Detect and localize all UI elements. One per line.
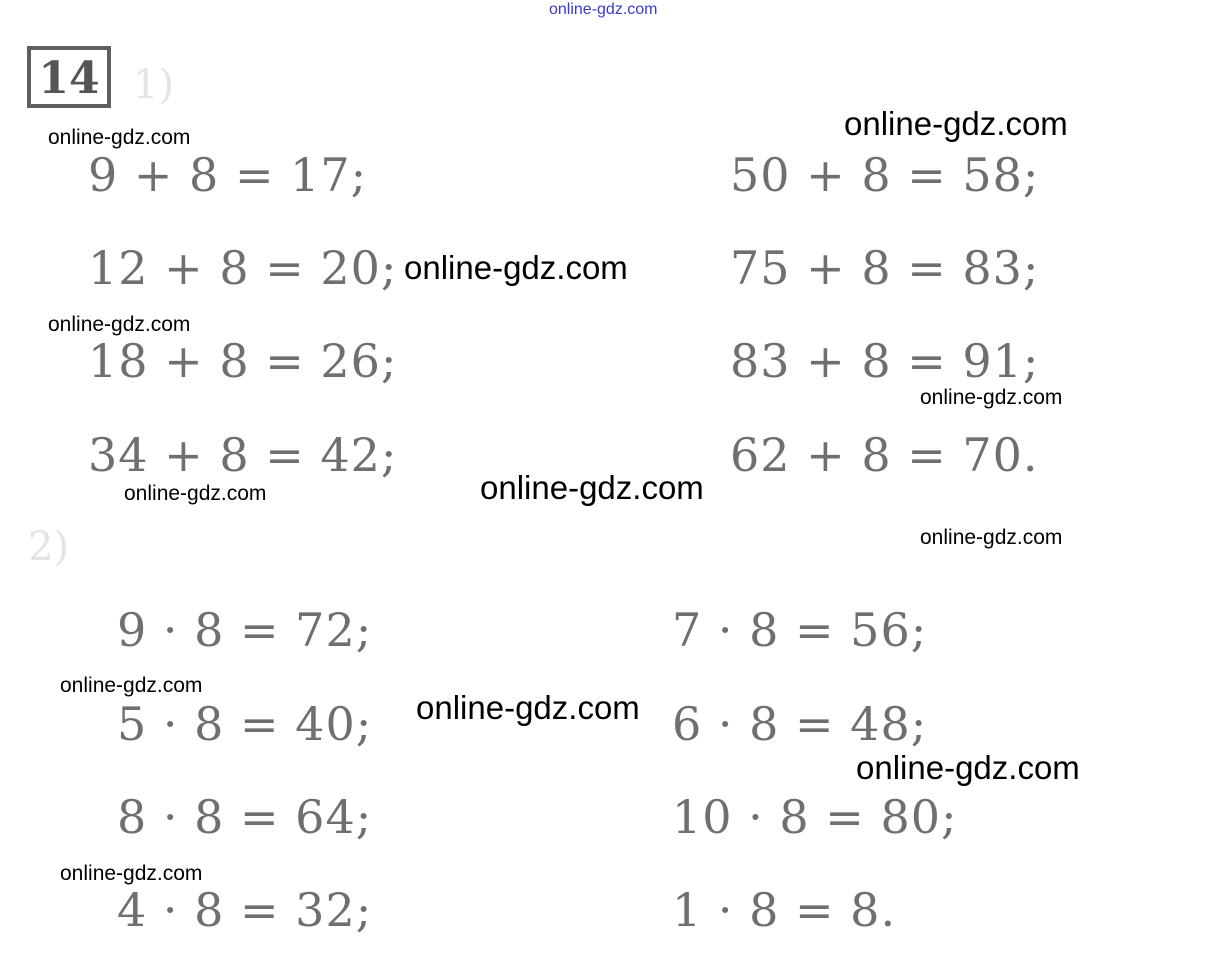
equation: 7 · 8 = 56;: [672, 603, 928, 657]
watermark: online-gdz.com: [844, 105, 1068, 142]
watermark: online-gdz.com: [920, 526, 1063, 549]
watermark: online-gdz.com: [856, 749, 1080, 786]
equation: 10 · 8 = 80;: [672, 790, 958, 844]
watermark: online-gdz.com: [60, 674, 203, 697]
top-watermark: online-gdz.com: [549, 1, 658, 18]
watermark: online-gdz.com: [60, 862, 203, 885]
equation: 5 · 8 = 40;: [117, 697, 373, 751]
equation: 18 + 8 = 26;: [88, 334, 398, 388]
equation: 9 · 8 = 72;: [117, 603, 373, 657]
watermark: online-gdz.com: [404, 249, 628, 286]
equation: 4 · 8 = 32;: [117, 883, 373, 937]
task-number: 14: [38, 53, 100, 104]
equation: 12 + 8 = 20;: [88, 241, 398, 295]
equation: 1 · 8 = 8.: [672, 883, 897, 937]
equation: 34 + 8 = 42;: [88, 428, 398, 482]
part1-marker: 1): [133, 62, 175, 108]
watermark: online-gdz.com: [124, 482, 267, 505]
equation: 75 + 8 = 83;: [730, 241, 1040, 295]
watermark: online-gdz.com: [480, 469, 704, 506]
watermark: online-gdz.com: [48, 313, 191, 336]
task-number-box: [27, 46, 111, 108]
equation: 9 + 8 = 17;: [88, 148, 368, 202]
equation: 62 + 8 = 70.: [730, 428, 1039, 482]
part2-marker: 2): [28, 524, 70, 570]
watermark: online-gdz.com: [920, 386, 1063, 409]
equation: 8 · 8 = 64;: [117, 790, 373, 844]
equation: 50 + 8 = 58;: [730, 148, 1040, 202]
watermark: online-gdz.com: [416, 689, 640, 726]
equation: 6 · 8 = 48;: [672, 697, 928, 751]
watermark: online-gdz.com: [48, 126, 191, 149]
equation: 83 + 8 = 91;: [730, 334, 1040, 388]
